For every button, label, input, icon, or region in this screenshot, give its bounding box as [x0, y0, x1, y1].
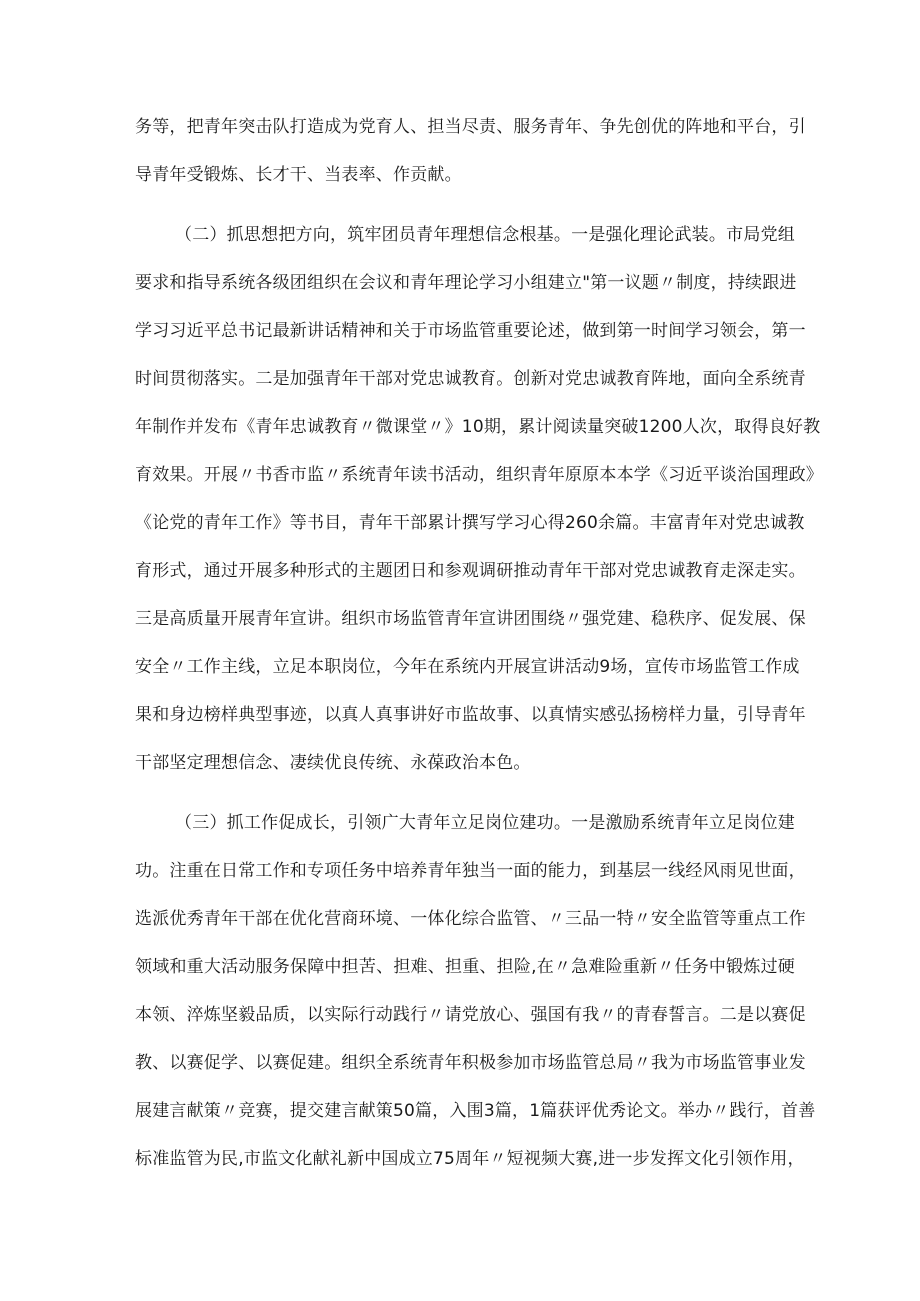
- text-line: 选派优秀青年干部在优化营商环境、一体化综合监管、〃三品一特〃安全监管等重点工作: [135, 909, 806, 929]
- text-line: 功。注重在日常工作和专项任务中培养青年独当一面的能力，到基层一线经风雨见世面，: [135, 861, 806, 881]
- text-line: 要求和指导系统各级团组织在会议和青年理论学习小组建立"第一议题〃制度，持续跟进: [135, 273, 797, 293]
- text-line: （三）抓工作促成长，引领广大青年立足岗位建功。一是激励系统青年立足岗位建: [175, 813, 795, 833]
- text-line: 本领、淬炼坚毅品质，以实际行动践行〃请党放心、强国有我〃的青春誓言。二是以赛促: [135, 1005, 806, 1025]
- text-line: 时间贯彻落实。二是加强青年干部对党忠诚教育。创新对党忠诚教育阵地，面向全系统青: [135, 369, 806, 389]
- text-line: 学习习近平总书记最新讲话精神和关于市场监管重要论述，做到第一时间学习领会，第一: [135, 321, 806, 341]
- text-line: 领域和重大活动服务保障中担苦、担难、担重、担险,在〃急难险重新〃任务中锻炼过硬: [135, 957, 795, 977]
- text-line: 务等，把青年突击队打造成为党育人、担当尽责、服务青年、争先创优的阵地和平台，引: [135, 117, 806, 137]
- text-line: 导青年受锻炼、长才干、当表率、作贡献。: [135, 165, 462, 185]
- text-line: 教、以赛促学、以赛促建。组织全系统青年积极参加市场监管总局〃我为市场监管事业发: [135, 1053, 806, 1073]
- text-line: 育形式，通过开展多种形式的主题团日和参观调研推动青年干部对党忠诚教育走深走实。: [135, 561, 806, 581]
- text-line: 育效果。开展〃书香市监〃系统青年读书活动，组织青年原原本本学《习近平谈治国理政》: [135, 465, 823, 485]
- text-line: （二）抓思想把方向，筑牢团员青年理想信念根基。一是强化理论武装。市局党组: [175, 225, 795, 245]
- text-line: 干部坚定理想信念、凄续优良传统、永葆政治本色。: [135, 753, 531, 773]
- text-line: 果和身边榜样典型事迹，以真人真事讲好市监故事、以真情实感弘扬榜样力量，引导青年: [135, 705, 806, 725]
- text-line: 年制作并发布《青年忠诚教育〃微课堂〃》10期，累计阅读量突破1200人次，取得良好教: [135, 417, 821, 437]
- text-line: 展建言献策〃竞赛，提交建言献策50篇，入围3篇，1篇获评优秀论文。举办〃践行，首善: [135, 1101, 816, 1121]
- text-line: 安全〃工作主线，立足本职岗位，今年在系统内开展宣讲活动9场，宣传市场监管工作成: [135, 657, 800, 677]
- text-line: 标准监管为民,市监文化献礼新中国成立75周年〃短视频大赛,进一步发挥文化引领作用，: [135, 1149, 805, 1169]
- text-line: 三是高质量开展青年宣讲。组织市场监管青年宣讲团围绕〃强党建、稳秩序、促发展、保: [135, 609, 806, 629]
- text-line: 《论党的青年工作》等书目，青年干部累计撰写学习心得260余篇。丰富青年对党忠诚教: [135, 513, 805, 533]
